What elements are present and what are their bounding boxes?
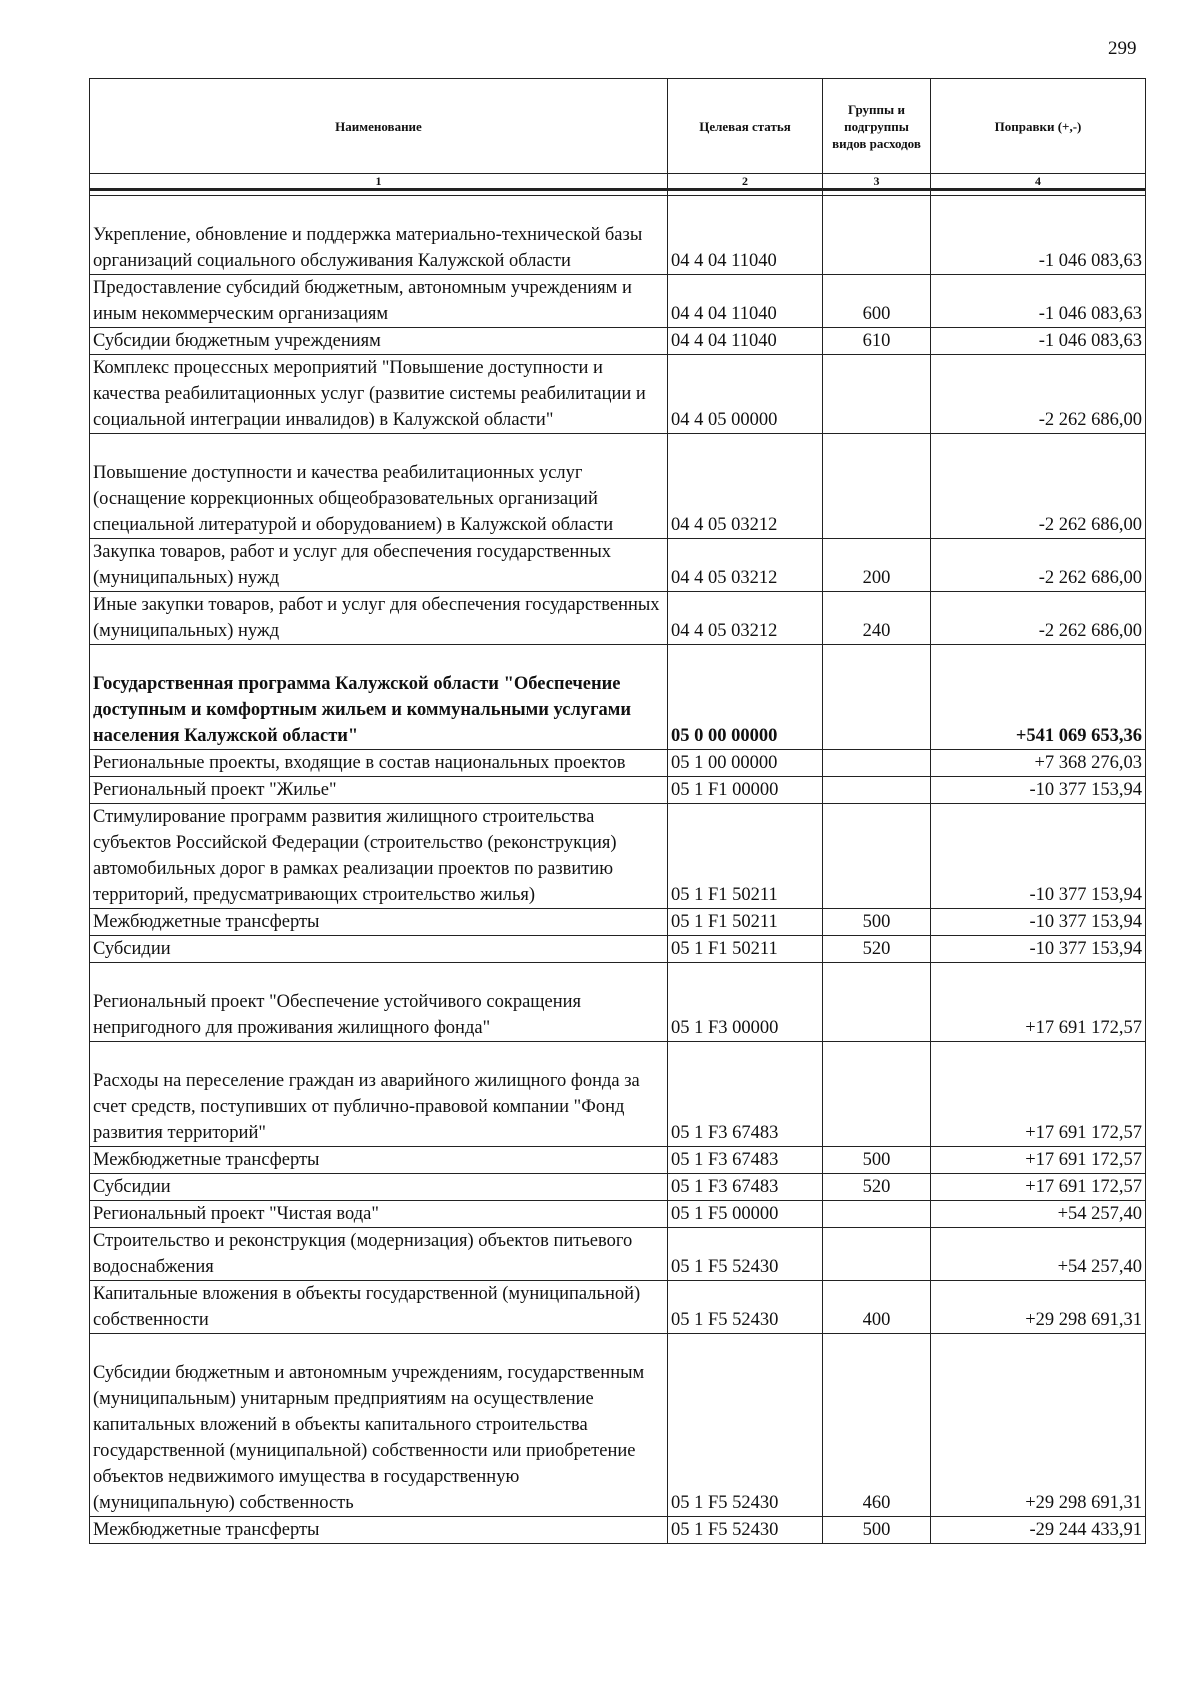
row-name	[90, 936, 668, 963]
row-name	[90, 909, 668, 936]
row-name-text: Субсидии	[93, 1177, 171, 1197]
column-number-row	[90, 174, 1146, 190]
table-row	[90, 434, 1146, 539]
row-name-text: Субсидии	[93, 939, 171, 959]
budget-table	[89, 78, 1146, 1544]
row-amount-text: +17 691 172,57	[1025, 1018, 1142, 1038]
table-row	[90, 539, 1146, 592]
row-amount	[931, 1201, 1146, 1228]
column-number: 2	[668, 174, 823, 190]
row-target-code	[668, 1517, 823, 1544]
row-amount	[931, 804, 1146, 909]
header-amount: Поправки (+,-)	[931, 79, 1146, 174]
row-amount	[931, 750, 1146, 777]
row-amount-text: +54 257,40	[1057, 1204, 1142, 1224]
row-amount	[931, 1517, 1146, 1544]
row-group-text: 400	[862, 1310, 891, 1330]
row-name	[90, 777, 668, 804]
row-group	[823, 777, 931, 804]
row-target-code	[668, 1281, 823, 1334]
row-group-text: 520	[862, 939, 891, 959]
row-group	[823, 539, 931, 592]
row-amount	[931, 909, 1146, 936]
table-row	[90, 804, 1146, 909]
row-target-code-text: 05 1 F1 00000	[671, 780, 779, 800]
row-group	[823, 1042, 931, 1147]
row-group	[823, 1517, 931, 1544]
row-amount-text: -10 377 153,94	[1029, 885, 1142, 905]
row-name-text: Укрепление, обновление и поддержка материально-технической базы организаций социального обслуживания Калужской области	[93, 225, 643, 271]
row-amount	[931, 777, 1146, 804]
row-amount-text: -10 377 153,94	[1029, 780, 1142, 800]
table-row	[90, 963, 1146, 1042]
row-target-code-text: 05 1 F3 67483	[671, 1177, 779, 1197]
table-row	[90, 1147, 1146, 1174]
row-name-text: Региональный проект "Обеспечение устойчивого сокращения непригодного для проживания жилищного фонда"	[93, 992, 582, 1038]
row-target-code	[668, 275, 823, 328]
row-amount	[931, 645, 1146, 750]
table-row	[90, 750, 1146, 777]
row-name	[90, 1201, 668, 1228]
row-amount-text: -1 046 083,63	[1038, 331, 1142, 351]
row-target-code-text: 05 1 F1 50211	[671, 912, 778, 932]
table-row	[90, 275, 1146, 328]
row-amount-text: +17 691 172,57	[1025, 1177, 1142, 1197]
row-target-code-text: 05 1 F5 52430	[671, 1257, 779, 1277]
row-amount-text: +17 691 172,57	[1025, 1123, 1142, 1143]
row-target-code	[668, 777, 823, 804]
row-amount	[931, 592, 1146, 645]
row-amount	[931, 1281, 1146, 1334]
row-amount	[931, 1174, 1146, 1201]
row-amount-text: -10 377 153,94	[1029, 912, 1142, 932]
row-amount-text: +29 298 691,31	[1025, 1493, 1142, 1513]
row-amount-text: +29 298 691,31	[1025, 1310, 1142, 1330]
row-name	[90, 645, 668, 750]
table-row	[90, 328, 1146, 355]
row-group	[823, 592, 931, 645]
row-name-text: Предоставление субсидий бюджетным, автономным учреждениям и иным некоммерческим организациям	[93, 278, 632, 324]
row-group	[823, 750, 931, 777]
table-row	[90, 1281, 1146, 1334]
row-group	[823, 1281, 931, 1334]
row-target-code	[668, 355, 823, 434]
row-target-code-text: 05 1 00 00000	[671, 753, 778, 773]
row-group	[823, 1174, 931, 1201]
row-target-code-text: 04 4 04 11040	[671, 304, 777, 324]
row-amount	[931, 1042, 1146, 1147]
row-amount	[931, 328, 1146, 355]
row-name-text: Расходы на переселение граждан из аварийного жилищного фонда за счет средств, поступивших от публично-правовой компании "Фонд развития территорий"	[93, 1071, 640, 1143]
row-name-text: Межбюджетные трансферты	[93, 1520, 320, 1540]
row-name	[90, 196, 668, 275]
row-target-code-text: 05 1 F5 00000	[671, 1204, 779, 1224]
row-group-text: 240	[862, 621, 891, 641]
row-group-text: 500	[862, 912, 891, 932]
table-row	[90, 592, 1146, 645]
row-name-text: Региональный проект "Жилье"	[93, 780, 337, 800]
row-name-text: Региональный проект "Чистая вода"	[93, 1204, 379, 1224]
row-group	[823, 196, 931, 275]
row-name-text: Стимулирование программ развития жилищного строительства субъектов Российской Федерации (строительство (реконструкция) автомобильных дорог в рамках реализации проектов по развитию территорий, предусматривающих строительство жилья)	[93, 807, 617, 905]
row-group-text: 610	[862, 331, 891, 351]
row-name	[90, 1334, 668, 1517]
row-name-text: Повышение доступности и качества реабилитационных услуг (оснащение коррекционных общеобразовательных организаций специальной литературой и оборудованием) в Калужской области	[93, 463, 614, 535]
row-target-code-text: 05 1 F5 52430	[671, 1493, 779, 1513]
page-number: 299	[1108, 38, 1137, 59]
column-number: 1	[90, 174, 668, 190]
row-amount	[931, 196, 1146, 275]
row-amount-text: -2 262 686,00	[1038, 515, 1142, 535]
row-name	[90, 1174, 668, 1201]
row-target-code-text: 05 1 F3 67483	[671, 1150, 779, 1170]
table-row	[90, 1174, 1146, 1201]
row-target-code-text: 05 1 F1 50211	[671, 885, 778, 905]
table-row	[90, 777, 1146, 804]
row-target-code	[668, 1201, 823, 1228]
row-amount-text: +7 368 276,03	[1034, 753, 1142, 773]
row-target-code	[668, 804, 823, 909]
row-group-text: 500	[862, 1520, 891, 1540]
row-amount-text: -2 262 686,00	[1038, 410, 1142, 430]
row-target-code-text: 04 4 05 03212	[671, 568, 778, 588]
table-row	[90, 645, 1146, 750]
table-row	[90, 1517, 1146, 1544]
row-group	[823, 963, 931, 1042]
row-name	[90, 592, 668, 645]
row-group	[823, 275, 931, 328]
row-target-code-text: 04 4 05 03212	[671, 621, 778, 641]
row-target-code-text: 05 1 F3 00000	[671, 1018, 779, 1038]
row-group-text: 460	[862, 1493, 891, 1513]
row-name	[90, 804, 668, 909]
row-target-code	[668, 539, 823, 592]
row-name-text: Государственная программа Калужской области "Обеспечение доступным и комфортным жильем и коммунальными услугами населения Калужской области"	[93, 674, 631, 746]
row-target-code-text: 05 1 F3 67483	[671, 1123, 779, 1143]
row-amount	[931, 1334, 1146, 1517]
row-amount-text: +541 069 653,36	[1015, 726, 1142, 746]
row-target-code-text: 04 4 04 11040	[671, 331, 777, 351]
row-name-text: Комплекс процессных мероприятий "Повышение доступности и качества реабилитационных услуг (развитие системы реабилитации и социальной интеграции инвалидов) в Калужской области"	[93, 358, 646, 430]
row-name	[90, 750, 668, 777]
row-target-code	[668, 1228, 823, 1281]
row-target-code	[668, 963, 823, 1042]
column-number: 4	[931, 174, 1146, 190]
row-amount	[931, 1147, 1146, 1174]
row-target-code	[668, 645, 823, 750]
row-group	[823, 1334, 931, 1517]
row-group	[823, 1228, 931, 1281]
row-target-code-text: 05 0 00 00000	[671, 726, 778, 746]
row-name	[90, 355, 668, 434]
table-row	[90, 1201, 1146, 1228]
table-row	[90, 909, 1146, 936]
row-group-text: 500	[862, 1150, 891, 1170]
row-name	[90, 539, 668, 592]
table-row	[90, 355, 1146, 434]
row-target-code	[668, 1042, 823, 1147]
row-amount-text: -29 244 433,91	[1029, 1520, 1142, 1540]
table-row	[90, 196, 1146, 275]
row-name-text: Иные закупки товаров, работ и услуг для обеспечения государственных (муниципальных) нужд	[93, 595, 660, 641]
table-row	[90, 1334, 1146, 1517]
row-amount	[931, 539, 1146, 592]
row-name	[90, 328, 668, 355]
row-name	[90, 1042, 668, 1147]
row-group	[823, 1147, 931, 1174]
row-amount-text: -1 046 083,63	[1038, 304, 1142, 324]
header-target: Целевая статья	[668, 79, 823, 174]
row-name	[90, 434, 668, 539]
header-name: Наименование	[90, 79, 668, 174]
row-target-code	[668, 328, 823, 355]
column-number: 3	[823, 174, 931, 190]
row-target-code-text: 05 1 F1 50211	[671, 939, 778, 959]
row-amount-text: +17 691 172,57	[1025, 1150, 1142, 1170]
row-group	[823, 936, 931, 963]
row-name-text: Региональные проекты, входящие в состав национальных проектов	[93, 753, 626, 773]
row-name-text: Межбюджетные трансферты	[93, 1150, 320, 1170]
row-target-code	[668, 1147, 823, 1174]
row-target-code-text: 04 4 04 11040	[671, 251, 777, 271]
row-target-code	[668, 936, 823, 963]
row-target-code	[668, 196, 823, 275]
row-group	[823, 328, 931, 355]
row-amount	[931, 936, 1146, 963]
row-name-text: Межбюджетные трансферты	[93, 912, 320, 932]
row-group	[823, 434, 931, 539]
row-name	[90, 1281, 668, 1334]
row-target-code-text: 05 1 F5 52430	[671, 1310, 779, 1330]
row-target-code	[668, 909, 823, 936]
row-amount-text: -2 262 686,00	[1038, 568, 1142, 588]
row-group	[823, 1201, 931, 1228]
row-target-code	[668, 434, 823, 539]
row-target-code-text: 05 1 F5 52430	[671, 1520, 779, 1540]
row-amount-text: -10 377 153,94	[1029, 939, 1142, 959]
row-amount-text: -2 262 686,00	[1038, 621, 1142, 641]
row-amount	[931, 963, 1146, 1042]
row-group-text: 520	[862, 1177, 891, 1197]
row-group	[823, 804, 931, 909]
row-name	[90, 963, 668, 1042]
row-group	[823, 355, 931, 434]
row-name	[90, 1517, 668, 1544]
row-amount	[931, 1228, 1146, 1281]
row-group	[823, 909, 931, 936]
row-group-text: 600	[862, 304, 891, 324]
row-name-text: Закупка товаров, работ и услуг для обеспечения государственных (муниципальных) нужд	[93, 542, 612, 588]
row-name-text: Капитальные вложения в объекты государственной (муниципальной) собственности	[93, 1284, 641, 1330]
row-amount	[931, 355, 1146, 434]
row-name-text: Строительство и реконструкция (модернизация) объектов питьевого водоснабжения	[93, 1231, 633, 1277]
row-target-code-text: 04 4 05 03212	[671, 515, 778, 535]
table-row	[90, 1228, 1146, 1281]
row-target-code	[668, 1334, 823, 1517]
row-amount-text: -1 046 083,63	[1038, 251, 1142, 271]
row-name	[90, 1147, 668, 1174]
row-amount	[931, 275, 1146, 328]
header-groups: Группы и подгруппы видов расходов	[823, 79, 931, 174]
table-row	[90, 1042, 1146, 1147]
row-group	[823, 645, 931, 750]
row-name-text: Субсидии бюджетным и автономным учреждениям, государственным (муниципальным) унитарным предприятиям на осуществление капитальных вложений в объекты капитального строительства государственной (муниципальной) собственности или приобретение объектов недвижимого имущества в государственную (муниципальную) собственность	[93, 1363, 645, 1513]
row-target-code	[668, 750, 823, 777]
row-group-text: 200	[862, 568, 891, 588]
table-row	[90, 936, 1146, 963]
row-target-code	[668, 592, 823, 645]
header-row	[90, 79, 1146, 174]
row-target-code	[668, 1174, 823, 1201]
row-name-text: Субсидии бюджетным учреждениям	[93, 331, 381, 351]
row-name	[90, 1228, 668, 1281]
row-amount-text: +54 257,40	[1057, 1257, 1142, 1277]
row-target-code-text: 04 4 05 00000	[671, 410, 778, 430]
row-amount	[931, 434, 1146, 539]
table-body	[90, 196, 1146, 1544]
row-name	[90, 275, 668, 328]
